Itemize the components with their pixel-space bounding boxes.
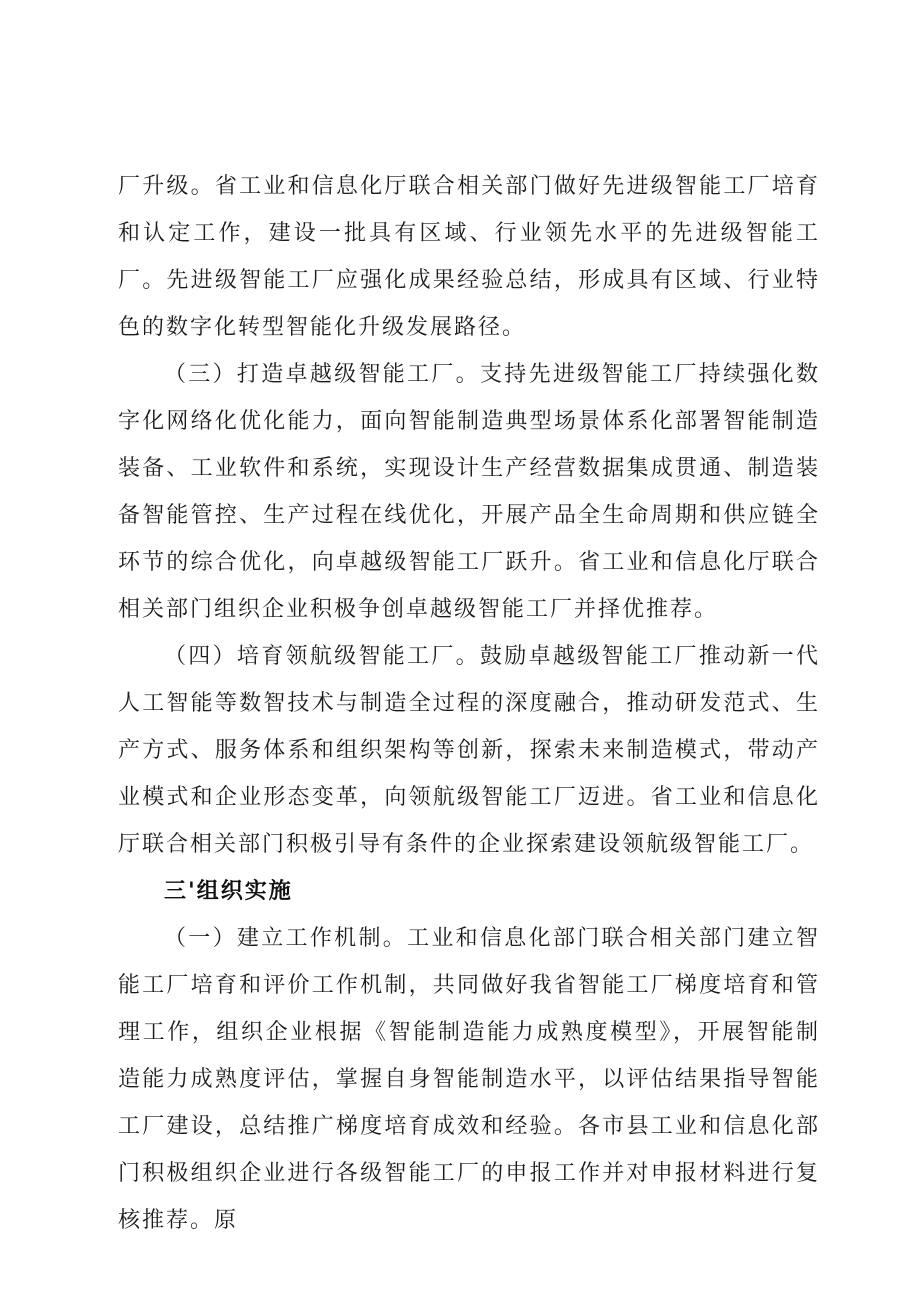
section-heading: 三'组织实施 xyxy=(164,879,293,904)
document-body xyxy=(118,163,820,1244)
paragraph-leading-factory: （四）培育领航级智能工厂。鼓励卓越级智能工厂推动新一代人工智能等数智技术与制造全过程的深度融合，推动研发范式、生产方式、服务体系和组织架构等创新，探索未来制造模式，带动产业模式和企业形态变革，向领航级智能工厂迈进。省工业和信息化厅联合相关部门积极引导有条件的企业探索建设领航级智能工厂。 xyxy=(118,644,820,857)
paragraph-continuation: 厂升级。省工业和信息化厅联合相关部门做好先进级智能工厂培育和认定工作，建设一批具有区域、行业领先水平的先进级智能工厂。先进级智能工厂应强化成果经验总结，形成具有区域、行业特色的数字化转型智能化升级发展路径。 xyxy=(118,174,820,340)
paragraph-excellent-factory: （三）打造卓越级智能工厂。支持先进级智能工厂持续强化数字化网络化优化能力，面向智能制造典型场景体系化部署智能制造装备、工业软件和系统，实现设计生产经营数据集成贯通、制造装备智能管控、生产过程在线优化，开展产品全生命周期和供应链全环节的综合优化，向卓越级智能工厂跃升。省工业和信息化厅联合相关部门组织企业积极争创卓越级智能工厂并择优推荐。 xyxy=(118,362,820,622)
paragraph-work-mechanism: （一）建立工作机制。工业和信息化部门联合相关部门建立智能工厂培育和评价工作机制，共同做好我省智能工厂梯度培育和管理工作，组织企业根据《智能制造能力成熟度模型》，开展智能制造能力成熟度评估，掌握自身智能制造水平，以评估结果指导智能工厂建设，总结推广梯度培育成效和经验。各市县工业和信息化部门积极组织企业进行各级智能工厂的申报工作并对申报材料进行复核推荐。原 xyxy=(118,926,820,1233)
